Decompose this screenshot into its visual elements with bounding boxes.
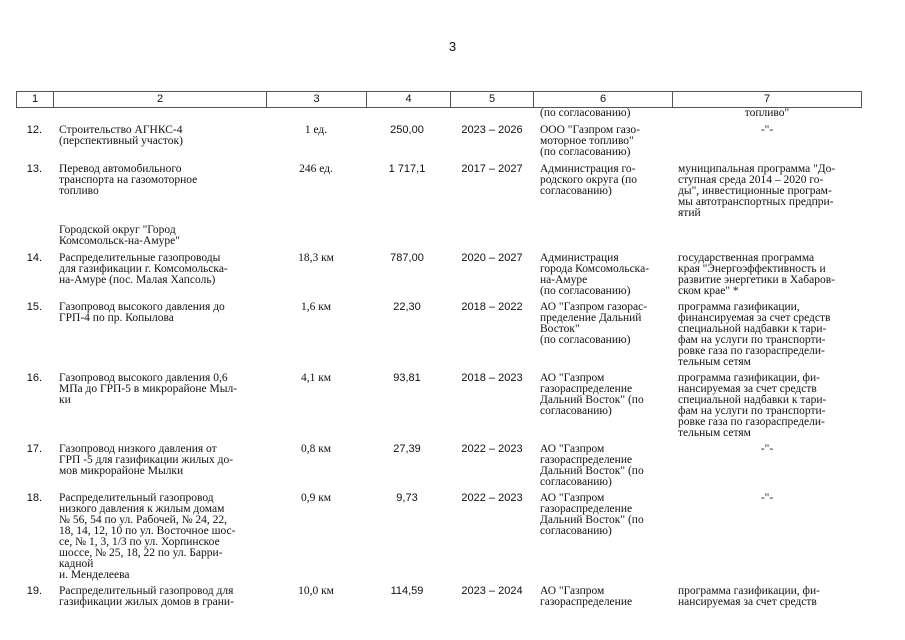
row-quantity: 10,0 км — [298, 585, 334, 597]
header-col-2: 2 — [54, 92, 267, 107]
row-number: 17. — [26, 443, 42, 455]
page-number: 3 — [448, 39, 457, 54]
header-col-3: 3 — [267, 92, 367, 107]
row-quantity: 0,9 км — [300, 492, 332, 504]
row-period: 2022 – 2023 — [461, 443, 523, 455]
row-source: программа газификации, фи- нансируемая за счет средств — [678, 585, 820, 608]
row-cost: 93,81 — [393, 372, 421, 384]
row-source: программа газификации, фи- нансируемая за счет средств специальной надбавки к тари- фам на услуги по транспорти- ровке газа по газораспредели- тельным сетям — [678, 372, 827, 439]
row-executor: АО "Газпром газораспределение — [540, 585, 633, 608]
row-number: 12. — [26, 124, 42, 136]
row-executor: АО "Газпром газорас- пределение Дальний Восток" (по согласованию) — [540, 301, 648, 346]
row-number: 19. — [26, 585, 42, 597]
row-name: Распределительный газопровод низкого давления к жилым домам № 56, 54 по ул. Рабочей, № 24, 22, 18, 14, 12, 10 по ул. Восточное шос- се, № 1, 3, 1/3 по ул. Хорпинское шоссе, № 25, 18, 22 по ул. Барри- кадной и. Менделеева — [59, 492, 236, 581]
row-number: 13. — [26, 163, 42, 175]
row-period: 2017 – 2027 — [461, 163, 523, 175]
row-quantity: 0,8 км — [300, 443, 332, 455]
row-source: программа газификации, финансируемая за счет средств специальной надбавки к тари- фам на услуги по транспорти- ровке газа по газораспредели- тельным сетям — [678, 301, 831, 368]
row-cost: 250,00 — [390, 124, 424, 136]
header-col-6: 6 — [534, 92, 673, 107]
carryover-executor: (по согласованию) — [540, 107, 631, 119]
row-period: 2023 – 2024 — [461, 585, 523, 597]
row-name: Распределительный газопровод для газификации жилых домов в грани- — [59, 585, 234, 608]
row-number: 14. — [26, 252, 42, 264]
row-number: 16. — [26, 372, 42, 384]
row-period: 2022 – 2023 — [461, 492, 523, 504]
row-quantity: 18,3 км — [298, 252, 334, 264]
section-heading: Городской округ "Город Комсомольск-на-Амуре" — [59, 224, 180, 247]
row-executor: АО "Газпром газораспределение Дальний Восток" (по согласованию) — [540, 372, 644, 417]
row-name: Перевод автомобильного транспорта на газомоторное топливо — [59, 163, 198, 197]
row-name: Газопровод высокого давления 0,6 МПа до ГРП-5 в микрорайоне Мыл- ки — [59, 372, 238, 406]
header-col-5: 5 — [451, 92, 534, 107]
row-quantity: 1,6 км — [300, 301, 332, 313]
table-header — [16, 91, 862, 108]
row-name: Распределительные газопроводы для газификации г. Комсомольска- на-Амуре (пос. Малая Хапсоль) — [59, 252, 228, 286]
row-quantity: 4,1 км — [300, 372, 332, 384]
row-source: государственная программа края "Энергоэффективность и развитие энергетики в Хабаров- ском крае" * — [678, 252, 835, 297]
row-period: 2018 – 2023 — [461, 372, 523, 384]
row-cost: 787,00 — [390, 252, 424, 264]
row-source: -"- — [760, 492, 774, 504]
row-executor: ООО "Газпром газо- моторное топливо" (по согласованию) — [540, 124, 640, 158]
row-quantity: 1 ед. — [304, 124, 328, 136]
header-col-1: 1 — [17, 92, 54, 107]
row-executor: Администрация го- родского округа (по согласованию) — [540, 163, 638, 197]
row-executor: Администрация города Комсомольска- на-Амуре (по согласованию) — [540, 252, 650, 297]
row-cost: 9,73 — [396, 492, 418, 504]
carryover-source: топливо" — [744, 107, 790, 119]
row-cost: 1 717,1 — [388, 163, 426, 175]
row-executor: АО "Газпром газораспределение Дальний Восток" (по согласованию) — [540, 443, 644, 488]
row-period: 2023 – 2026 — [461, 124, 523, 136]
header-col-7: 7 — [763, 93, 771, 105]
row-period: 2020 – 2027 — [461, 252, 523, 264]
row-cost: 27,39 — [393, 443, 421, 455]
row-number: 15. — [26, 301, 42, 313]
row-source: -"- — [760, 443, 774, 455]
row-name: Газопровод высокого давления до ГРП-4 по пр. Копылова — [59, 301, 225, 324]
row-number: 18. — [26, 492, 42, 504]
row-period: 2018 – 2022 — [461, 301, 523, 313]
row-cost: 114,59 — [390, 585, 424, 597]
row-quantity: 246 ед. — [299, 163, 333, 175]
row-executor: АО "Газпром газораспределение Дальний Восток" (по согласованию) — [540, 492, 644, 537]
row-cost: 22,30 — [393, 301, 421, 313]
row-source: муниципальная программа "До- ступная среда 2014 – 2020 го- ды", инвестиционные програм- мы автотранспортных предпри- ятий — [678, 163, 836, 219]
header-col-4: 4 — [367, 92, 451, 107]
row-source: -"- — [760, 124, 774, 136]
row-name: Газопровод низкого давления от ГРП -5 для газификации жилых до- мов микрорайоне Мылки — [59, 443, 234, 477]
row-name: Строительство АГНКС-4 (перспективный участок) — [59, 124, 183, 147]
